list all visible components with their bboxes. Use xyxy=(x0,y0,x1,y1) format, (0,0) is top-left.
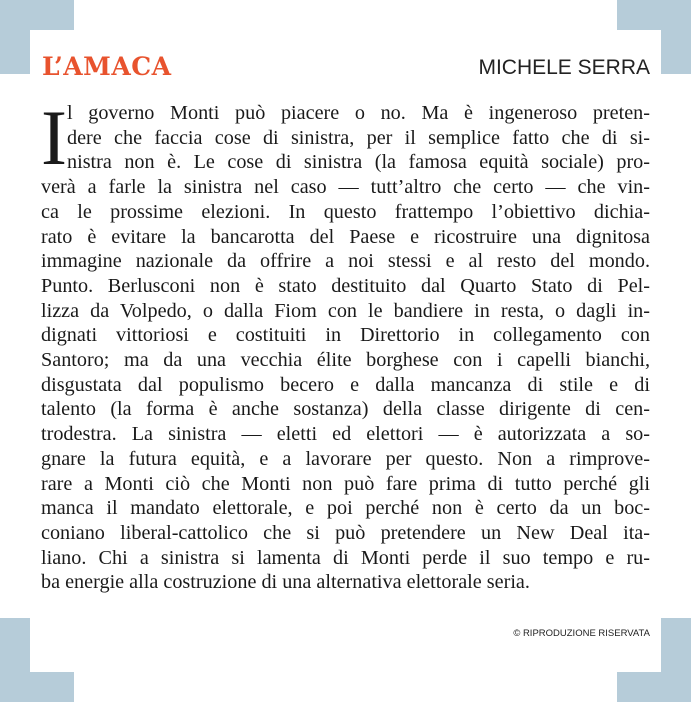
article-line: coniano liberal-cattolico che si può pretendere un New Deal ita- xyxy=(41,521,650,544)
article-line: verà a farle la sinistra nel caso — tutt’altro che certo — che vin- xyxy=(41,176,650,199)
article-line: talento (la forma è anche sostanza) della classe dirigente di cen- xyxy=(41,398,650,421)
article-line: ca le prossime elezioni. In questo frattempo l’obiettivo dichia- xyxy=(41,200,650,223)
drop-cap: I xyxy=(41,94,67,181)
article-line: rato è evitare la bancarotta del Paese e ricostruire una dignitosa xyxy=(41,225,650,248)
article-line: liano. Chi a sinistra si lamenta di Monti perde il suo tempo e ru- xyxy=(41,546,650,569)
article-line: disgustata dal populismo becero e dalla mancanza di stile e di xyxy=(41,373,650,396)
article-line: ba energie alla costruzione di una alternativa elettorale seria. xyxy=(41,571,530,594)
article-line: Santoro; ma da una vecchia élite borghese con i capelli bianchi, xyxy=(41,349,650,372)
article-body xyxy=(41,94,650,595)
article-line: dignati vittoriosi e costituiti in Direttorio in collegamento con xyxy=(41,324,650,347)
article-line: gnare la futura equità, e a lavorare per questo. Non a rimprove- xyxy=(41,447,650,470)
column-header xyxy=(42,52,650,86)
article-line: nistra non è. Le cose di sinistra (la famosa equità sociale) pro- xyxy=(67,151,650,174)
frame-corner-bottom-right-v xyxy=(661,618,691,702)
article-line: manca il mandato elettorale, e poi perché non è certo da un boc- xyxy=(41,497,650,520)
copyright-notice: © RIPRODUZIONE RISERVATA xyxy=(513,628,650,639)
column-box xyxy=(30,30,660,670)
article-line: immagine nazionale da offrire a noi stessi e al resto del mondo. xyxy=(41,250,650,273)
frame-corner-bottom-left-v xyxy=(0,618,30,702)
frame-corner-top-right-v xyxy=(661,0,691,74)
article-line: l governo Monti può piacere o no. Ma è ingeneroso preten- xyxy=(67,102,650,124)
frame-corner-top-left-v xyxy=(0,0,30,74)
article-line: Punto. Berlusconi non è stato destituito dal Quarto Stato di Pel- xyxy=(41,274,650,297)
author-name: MICHELE SERRA xyxy=(478,56,650,79)
article-line: dere che faccia cose di sinistra, per il semplice fatto che di si- xyxy=(67,126,650,149)
rubric-title: L’AMACA xyxy=(42,52,172,81)
article-line: rare a Monti ciò che Monti non può fare prima di tutto perché gli xyxy=(41,472,650,495)
article-line: lizza da Volpedo, o dalla Fiom con le bandiere in resta, o dagli in- xyxy=(41,299,650,322)
article-line: trodestra. La sinistra — eletti ed elettori — è autorizzata a so- xyxy=(41,423,650,446)
